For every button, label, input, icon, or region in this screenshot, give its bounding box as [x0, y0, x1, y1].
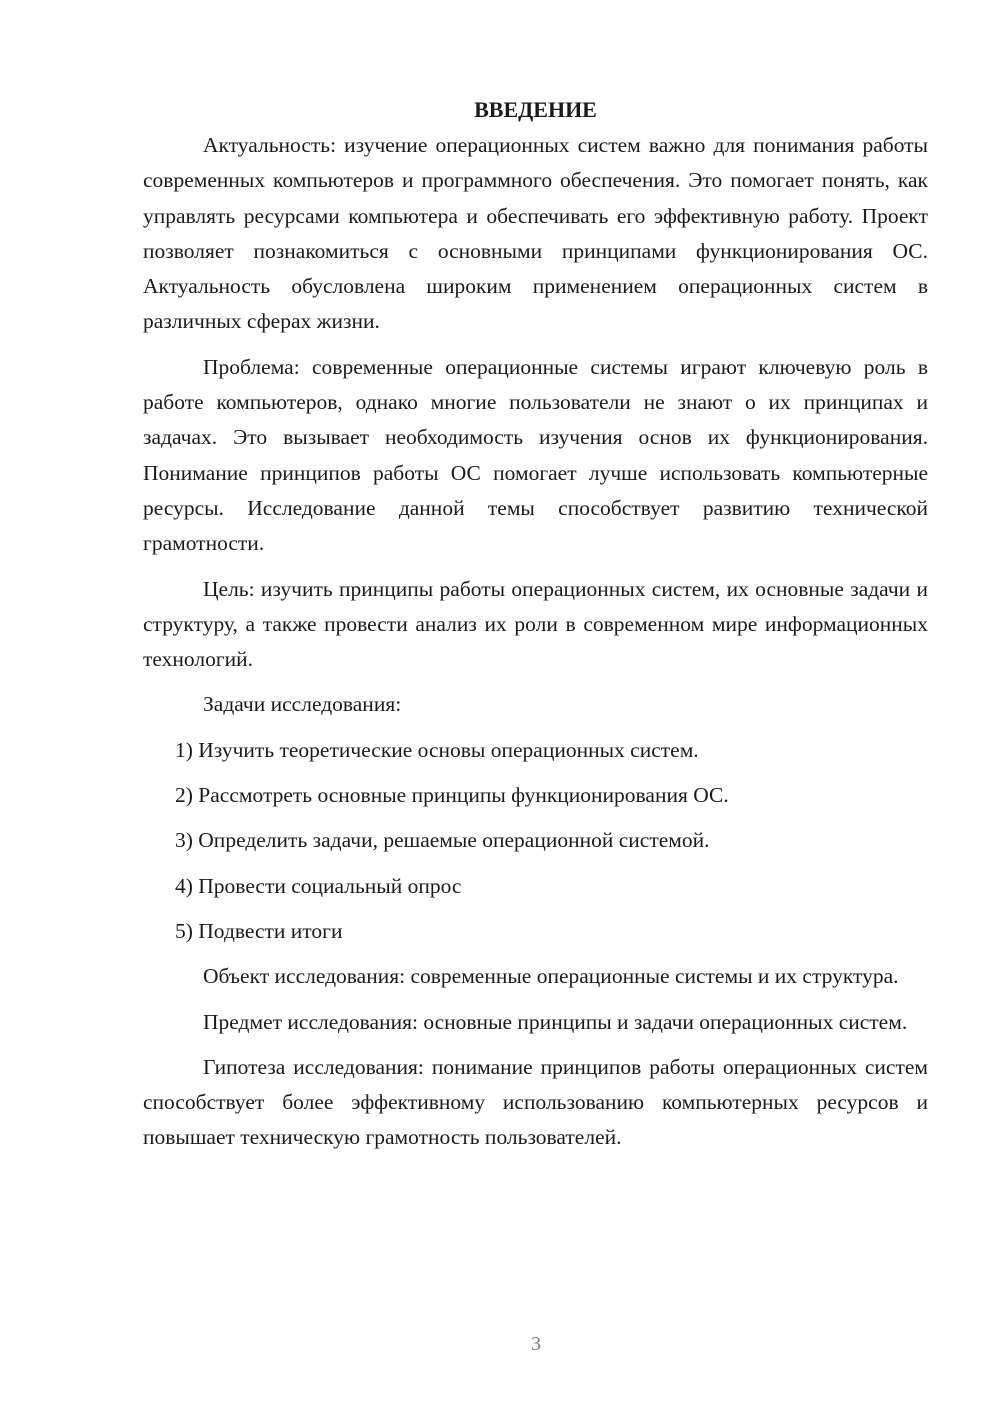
- relevance-paragraph: Актуальность: изучение операционных систем важно для понимания работы современных компьютеров и программного обеспечения. Это помогает понять, как управлять ресурсами компьютера и обеспечивать его эффективную работу. Проект позволяет познакомиться с основными принципами функционирования ОС. Актуальность обусловлена широким применением операционных систем в различных сферах жизни.: [143, 133, 928, 334]
- page-number: 3: [531, 1333, 541, 1355]
- hypothesis-paragraph: Гипотеза исследования: понимание принципов работы операционных систем способствует более эффективному использованию компьютерных ресурсов и повышает техническую грамотность пользователей.: [143, 1054, 928, 1150]
- problem-paragraph: Проблема: современные операционные системы играют ключевую роль в работе компьютеров, однако многие пользователи не знают о их принципах и задачах. Это вызывает необходимость изучения основ их функционирования. Понимание принципов работы ОС помогает лучше использовать компьютерные ресурсы. Исследование данной темы способствует развитию технической грамотности.: [143, 354, 928, 556]
- list-item: 3) Определить задачи, решаемые операционной системой.: [175, 828, 710, 853]
- list-item: 2) Рассмотреть основные принципы функционирования ОС.: [175, 783, 729, 808]
- page-title: ВВЕДЕНИЕ: [474, 97, 597, 122]
- object-paragraph: Объект исследования: современные операционные системы и их структура.: [203, 964, 899, 989]
- page-content: [143, 92, 928, 1166]
- list-item: 1) Изучить теоретические основы операционных систем.: [175, 737, 699, 762]
- goal-paragraph: Цель: изучить принципы работы операционных систем, их основные задачи и структуру, а также провести анализ их роли в современном мире информационных технологий.: [143, 576, 928, 672]
- list-item: 5) Подвести итоги: [175, 918, 343, 943]
- tasks-heading: Задачи исследования:: [203, 692, 402, 717]
- tasks-list: [143, 733, 928, 949]
- subject-paragraph: Предмет исследования: основные принципы и задачи операционных систем.: [203, 1009, 908, 1034]
- list-item: 4) Провести социальный опрос: [175, 873, 462, 898]
